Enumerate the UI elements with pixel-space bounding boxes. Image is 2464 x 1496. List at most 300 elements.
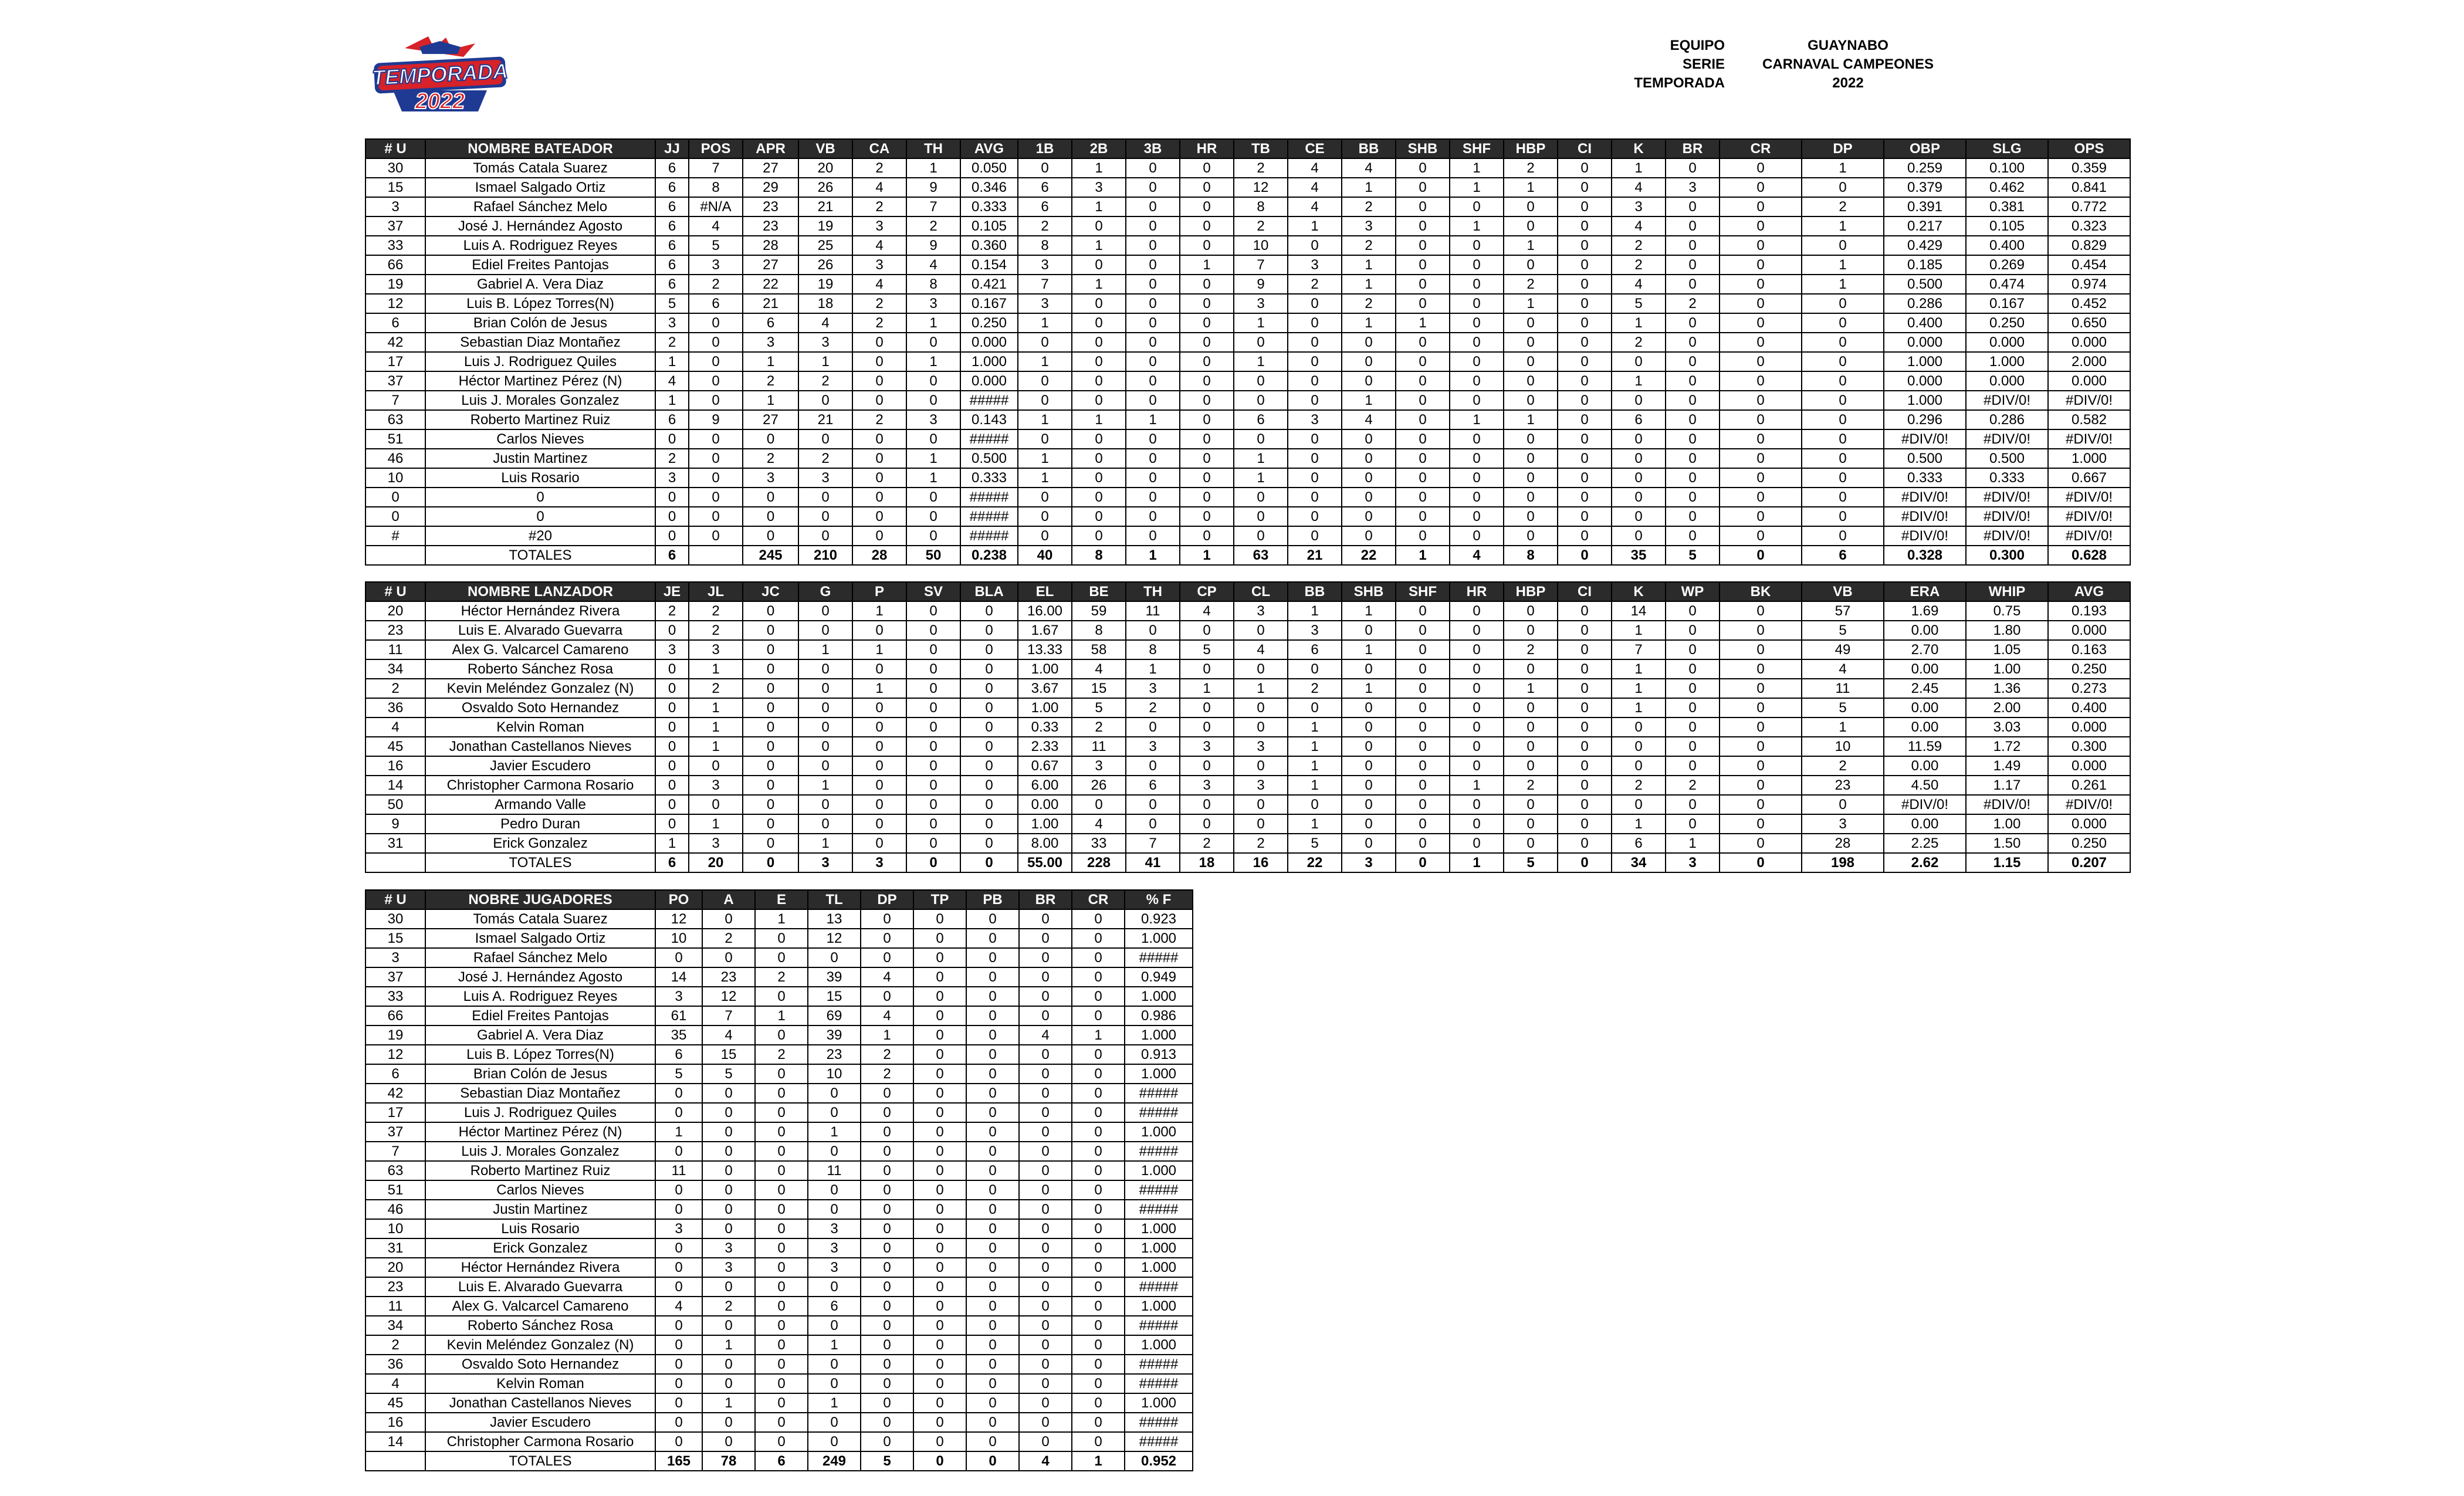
stat-cell: 1 bbox=[1342, 178, 1396, 197]
stat-cell: 0 bbox=[960, 621, 1018, 640]
stat-cell: 0 bbox=[852, 352, 906, 371]
stat-cell: 0 bbox=[861, 948, 913, 967]
stat-cell: 0 bbox=[1802, 178, 1884, 197]
stat-cell: 18 bbox=[798, 294, 852, 313]
table-row bbox=[365, 216, 2130, 236]
stat-cell: 0 bbox=[1450, 601, 1504, 621]
stat-cell: 31 bbox=[365, 1238, 425, 1258]
stat-cell: 3 bbox=[655, 313, 689, 333]
stat-cell: 3 bbox=[365, 197, 425, 216]
stat-cell: 1 bbox=[1180, 679, 1234, 698]
stat-cell: 0 bbox=[1126, 275, 1180, 294]
stat-cell: 4 bbox=[365, 1374, 425, 1393]
stat-cell: 0 bbox=[861, 1393, 913, 1413]
table-row bbox=[365, 1219, 1193, 1238]
table-row bbox=[365, 756, 2130, 776]
stat-cell: 0 bbox=[913, 1258, 966, 1277]
stat-cell: 0 bbox=[798, 391, 852, 410]
player-name: Jonathan Castellanos Nieves bbox=[425, 737, 655, 756]
stat-cell: 0 bbox=[913, 1180, 966, 1200]
stat-cell: 0 bbox=[755, 1238, 808, 1258]
stat-cell: 0 bbox=[913, 1200, 966, 1219]
stat-cell: 9 bbox=[1234, 275, 1288, 294]
stat-cell: 1.00 bbox=[1018, 814, 1072, 834]
stat-cell: 0 bbox=[1018, 391, 1072, 410]
stat-cell: 58 bbox=[1072, 640, 1126, 659]
stat-cell: 0.000 bbox=[2048, 814, 2130, 834]
stat-cell: 0.105 bbox=[1966, 216, 2048, 236]
stat-cell: 0 bbox=[960, 679, 1018, 698]
stat-cell: 0 bbox=[1072, 526, 1126, 546]
stat-cell: 0 bbox=[1720, 178, 1802, 197]
stat-cell: 0 bbox=[1558, 526, 1612, 546]
total-cell: 63 bbox=[1234, 546, 1288, 565]
stat-cell: 0 bbox=[1019, 1355, 1072, 1374]
stat-cell: 0 bbox=[861, 1297, 913, 1316]
stat-cell: 0 bbox=[1720, 429, 1802, 449]
player-name: Sebastian Diaz Montañez bbox=[425, 1084, 655, 1103]
info-temporada bbox=[1596, 75, 1959, 94]
stat-cell: 0 bbox=[743, 717, 798, 737]
stat-cell: 0 bbox=[808, 1374, 861, 1393]
stat-cell: 22 bbox=[743, 275, 798, 294]
stat-cell: 51 bbox=[365, 1180, 425, 1200]
stat-cell: 1.000 bbox=[2048, 449, 2130, 468]
stat-cell: 0 bbox=[913, 1084, 966, 1103]
table-row bbox=[365, 948, 1193, 967]
stat-cell: 3 bbox=[1180, 737, 1234, 756]
total-cell: 0.238 bbox=[960, 546, 1018, 565]
stat-cell: 0 bbox=[1558, 197, 1612, 216]
stat-cell: 3 bbox=[1234, 601, 1288, 621]
table-row bbox=[365, 1025, 1193, 1045]
column-header-avg: AVG bbox=[960, 139, 1018, 158]
totals-label: TOTALES bbox=[425, 1451, 655, 1471]
stat-cell: 1 bbox=[689, 698, 743, 717]
total-cell: 78 bbox=[702, 1451, 755, 1471]
stat-cell: 0 bbox=[1072, 987, 1125, 1006]
stat-cell: 0 bbox=[1288, 371, 1342, 391]
stat-cell: 0 bbox=[1342, 621, 1396, 640]
player-name: Roberto Martinez Ruiz bbox=[425, 1161, 655, 1180]
stat-cell: 0 bbox=[966, 1122, 1019, 1142]
stat-cell: 0 bbox=[1342, 659, 1396, 679]
total-cell: 0 bbox=[966, 1451, 1019, 1471]
stat-cell: 0 bbox=[702, 948, 755, 967]
stat-cell: 0 bbox=[966, 1103, 1019, 1122]
stat-cell: 0 bbox=[1072, 507, 1126, 526]
stat-cell: 34 bbox=[365, 1316, 425, 1335]
stat-cell: 0.185 bbox=[1884, 255, 1966, 275]
stat-cell: 1 bbox=[1612, 814, 1666, 834]
stat-cell: 0 bbox=[655, 795, 689, 814]
stat-cell: 0 bbox=[755, 1122, 808, 1142]
stat-cell: 5 bbox=[655, 1064, 702, 1084]
stat-cell: 0 bbox=[906, 737, 960, 756]
stat-cell: #DIV/0! bbox=[1966, 526, 2048, 546]
stat-cell: 0 bbox=[966, 948, 1019, 967]
stat-cell: 0.167 bbox=[1966, 294, 2048, 313]
total-cell: 0 bbox=[1396, 853, 1450, 872]
stat-cell: 0 bbox=[1720, 158, 1802, 178]
column-header-hbp: HBP bbox=[1504, 139, 1558, 158]
stat-cell: 0.296 bbox=[1884, 410, 1966, 429]
player-name: Armando Valle bbox=[425, 795, 655, 814]
stat-cell: 3 bbox=[852, 255, 906, 275]
stat-cell: 0 bbox=[702, 1277, 755, 1297]
stat-cell: 34 bbox=[365, 659, 425, 679]
stat-cell: 6.00 bbox=[1018, 776, 1072, 795]
total-cell: 3 bbox=[852, 853, 906, 872]
column-header-pb: PB bbox=[966, 890, 1019, 909]
stat-cell: 0 bbox=[906, 814, 960, 834]
logo-graphic bbox=[370, 31, 510, 116]
stat-cell: 0 bbox=[1450, 313, 1504, 333]
stat-cell: 0 bbox=[852, 698, 906, 717]
stat-cell: 0 bbox=[1288, 391, 1342, 410]
stat-cell: 33 bbox=[365, 236, 425, 255]
stat-cell: 11 bbox=[1802, 679, 1884, 698]
stat-cell: 0 bbox=[755, 1142, 808, 1161]
player-name: Brian Colón de Jesus bbox=[425, 313, 655, 333]
stat-cell: 4 bbox=[1342, 158, 1396, 178]
stat-cell: 0 bbox=[755, 1335, 808, 1355]
stat-cell: 0 bbox=[1180, 756, 1234, 776]
stat-cell: 3 bbox=[655, 640, 689, 659]
stat-cell: 0 bbox=[1180, 698, 1234, 717]
stat-cell: 0 bbox=[1126, 621, 1180, 640]
table-row bbox=[365, 371, 2130, 391]
stat-cell: 0.000 bbox=[960, 333, 1018, 352]
player-name: Héctor Hernández Rivera bbox=[425, 1258, 655, 1277]
stat-cell: 0 bbox=[1396, 737, 1450, 756]
stat-cell: 0 bbox=[1234, 526, 1288, 546]
stat-cell: 0 bbox=[913, 1103, 966, 1122]
stat-cell: 0 bbox=[798, 756, 852, 776]
stat-cell: 0 bbox=[960, 795, 1018, 814]
column-header-ops: OPS bbox=[2048, 139, 2130, 158]
stat-cell: 0 bbox=[1504, 429, 1558, 449]
stat-cell: 1 bbox=[1802, 158, 1884, 178]
stat-cell: 2 bbox=[365, 679, 425, 698]
stat-cell: 11 bbox=[808, 1161, 861, 1180]
stat-cell: 0 bbox=[1396, 255, 1450, 275]
stat-cell: 0 bbox=[913, 987, 966, 1006]
stat-cell: 1 bbox=[1018, 468, 1072, 488]
stat-cell: 0 bbox=[1072, 1413, 1125, 1432]
stat-cell: 63 bbox=[365, 1161, 425, 1180]
stat-cell: 12 bbox=[365, 1045, 425, 1064]
stat-cell: 0 bbox=[702, 1122, 755, 1142]
stat-cell: 0 bbox=[808, 1413, 861, 1432]
stat-cell: 0 bbox=[1126, 391, 1180, 410]
stat-cell: 0 bbox=[755, 1297, 808, 1316]
total-cell: 6 bbox=[755, 1451, 808, 1471]
stat-cell: 0.841 bbox=[2048, 178, 2130, 197]
stat-cell: 0.167 bbox=[960, 294, 1018, 313]
stat-cell: 0 bbox=[1018, 371, 1072, 391]
stat-cell: 0.323 bbox=[2048, 216, 2130, 236]
player-name: Erick Gonzalez bbox=[425, 834, 655, 853]
stat-cell: 1.000 bbox=[1125, 1335, 1193, 1355]
stat-cell: 0 bbox=[1180, 717, 1234, 737]
stat-cell: 0 bbox=[743, 488, 798, 507]
stat-cell: 0 bbox=[1396, 158, 1450, 178]
stat-cell: 0 bbox=[1180, 449, 1234, 468]
stat-cell: 2 bbox=[689, 621, 743, 640]
stat-cell: 0 bbox=[655, 1393, 702, 1413]
column-header-nombre-bateador: NOMBRE BATEADOR bbox=[425, 139, 655, 158]
stat-cell: 5 bbox=[1802, 621, 1884, 640]
table-row bbox=[365, 967, 1193, 987]
stat-cell: 0 bbox=[1234, 621, 1288, 640]
stat-cell: 3 bbox=[1072, 178, 1126, 197]
stat-cell: #DIV/0! bbox=[1966, 507, 2048, 526]
column-header-bb: BB bbox=[1288, 582, 1342, 601]
stat-cell: 0 bbox=[1342, 756, 1396, 776]
stat-cell: 5 bbox=[689, 236, 743, 255]
stat-cell: 0 bbox=[1802, 507, 1884, 526]
stat-cell: 0 bbox=[1072, 216, 1126, 236]
stat-cell: 1 bbox=[1018, 313, 1072, 333]
stat-cell: 0 bbox=[1018, 158, 1072, 178]
total-cell: 41 bbox=[1126, 853, 1180, 872]
stat-cell: 1 bbox=[906, 313, 960, 333]
stat-cell: 0.400 bbox=[1884, 313, 1966, 333]
stat-cell: 4 bbox=[1072, 814, 1126, 834]
stat-cell: 6 bbox=[655, 197, 689, 216]
stat-cell: 30 bbox=[365, 909, 425, 929]
stat-cell: 2 bbox=[1504, 640, 1558, 659]
stat-cell: 0 bbox=[1072, 1316, 1125, 1335]
total-cell: 6 bbox=[1802, 546, 1884, 565]
stat-cell: 0 bbox=[852, 834, 906, 853]
column-header-nobre-jugadores: NOBRE JUGADORES bbox=[425, 890, 655, 909]
total-cell: 210 bbox=[798, 546, 852, 565]
stat-cell: 0 bbox=[808, 1103, 861, 1122]
stat-cell: 5 bbox=[1802, 698, 1884, 717]
stat-cell: 0 bbox=[906, 526, 960, 546]
table-row bbox=[365, 1277, 1193, 1297]
stat-cell: 0 bbox=[1612, 429, 1666, 449]
player-name: Tomás Catala Suarez bbox=[425, 909, 655, 929]
stat-cell: 1 bbox=[1612, 313, 1666, 333]
stat-cell: 21 bbox=[798, 410, 852, 429]
stat-cell: 0.00 bbox=[1018, 795, 1072, 814]
player-name: Roberto Martinez Ruiz bbox=[425, 410, 655, 429]
stat-cell: 0.359 bbox=[2048, 158, 2130, 178]
stat-cell: #DIV/0! bbox=[1966, 795, 2048, 814]
total-cell: 0 bbox=[913, 1451, 966, 1471]
stat-cell: 0.333 bbox=[960, 197, 1018, 216]
stat-cell: 10 bbox=[808, 1064, 861, 1084]
stat-cell: 0 bbox=[861, 1180, 913, 1200]
stat-cell: 0.974 bbox=[2048, 275, 2130, 294]
stat-cell: 0.33 bbox=[1018, 717, 1072, 737]
stat-cell: 0 bbox=[1234, 391, 1288, 410]
stat-cell: 0 bbox=[743, 834, 798, 853]
stat-cell: 0 bbox=[1504, 621, 1558, 640]
table-row bbox=[365, 717, 2130, 737]
player-name: Roberto Sánchez Rosa bbox=[425, 1316, 655, 1335]
stat-cell: 0.913 bbox=[1125, 1045, 1193, 1064]
stat-cell: 1.80 bbox=[1966, 621, 2048, 640]
column-header-3b: 3B bbox=[1126, 139, 1180, 158]
stat-cell: 6 bbox=[1126, 776, 1180, 795]
stat-cell: 0 bbox=[913, 967, 966, 987]
stat-cell: 0.261 bbox=[2048, 776, 2130, 795]
stat-cell: 0 bbox=[861, 1316, 913, 1335]
stat-cell: 0 bbox=[1558, 429, 1612, 449]
stat-cell: 12 bbox=[365, 294, 425, 313]
player-name: Pedro Duran bbox=[425, 814, 655, 834]
stat-cell: 1 bbox=[1072, 158, 1126, 178]
stat-cell: 0 bbox=[966, 1064, 1019, 1084]
stat-cell: 8.00 bbox=[1018, 834, 1072, 853]
stat-cell: 7 bbox=[365, 391, 425, 410]
stat-cell: 0 bbox=[1558, 756, 1612, 776]
stat-cell: 0 bbox=[1180, 371, 1234, 391]
total-cell: 249 bbox=[808, 1451, 861, 1471]
stat-cell: 0.333 bbox=[1884, 468, 1966, 488]
stat-cell: 0 bbox=[743, 776, 798, 795]
stat-cell: 0 bbox=[1396, 216, 1450, 236]
table-row bbox=[365, 255, 2130, 275]
stat-cell: 0 bbox=[655, 1142, 702, 1161]
stat-cell: 0 bbox=[1396, 429, 1450, 449]
stat-cell: 69 bbox=[808, 1006, 861, 1025]
stat-cell: 2.25 bbox=[1884, 834, 1966, 853]
stat-cell: 1 bbox=[1072, 236, 1126, 255]
stat-cell: #DIV/0! bbox=[1884, 507, 1966, 526]
stat-cell: 0 bbox=[1720, 255, 1802, 275]
stat-cell: 0 bbox=[808, 1180, 861, 1200]
stat-cell: 2 bbox=[689, 679, 743, 698]
stat-cell: 0 bbox=[798, 737, 852, 756]
table-row bbox=[365, 1103, 1193, 1122]
stat-cell: 46 bbox=[365, 1200, 425, 1219]
stat-cell: 2 bbox=[852, 294, 906, 313]
total-cell: 5 bbox=[1666, 546, 1720, 565]
stat-cell: 4 bbox=[1072, 659, 1126, 679]
stat-cell: 6 bbox=[365, 313, 425, 333]
stat-cell: 0 bbox=[1666, 698, 1720, 717]
stat-cell: 0 bbox=[1396, 294, 1450, 313]
stat-cell: 1.000 bbox=[960, 352, 1018, 371]
stat-cell: 13.33 bbox=[1018, 640, 1072, 659]
stat-cell: 0.400 bbox=[1966, 236, 2048, 255]
stat-cell: 0 bbox=[1018, 507, 1072, 526]
stat-cell: 0 bbox=[1234, 488, 1288, 507]
stat-cell: 0 bbox=[755, 1200, 808, 1219]
player-name: Kevin Meléndez Gonzalez (N) bbox=[425, 679, 655, 698]
stat-cell: 2 bbox=[655, 333, 689, 352]
stat-cell: 0 bbox=[1072, 1219, 1125, 1238]
stat-cell: 0.500 bbox=[1884, 275, 1966, 294]
stat-cell: 0 bbox=[1072, 1374, 1125, 1393]
stat-cell: 6 bbox=[655, 158, 689, 178]
stat-cell: 0 bbox=[1720, 795, 1802, 814]
stat-cell: 4 bbox=[852, 275, 906, 294]
stat-cell: 0 bbox=[1180, 410, 1234, 429]
stat-cell: 0 bbox=[861, 1258, 913, 1277]
stat-cell: 3.03 bbox=[1966, 717, 2048, 737]
stat-cell: 0 bbox=[1720, 449, 1802, 468]
stat-cell: 4 bbox=[861, 1006, 913, 1025]
stat-cell: 2 bbox=[1612, 255, 1666, 275]
stat-cell: 0 bbox=[966, 1200, 1019, 1219]
stat-cell: ##### bbox=[1125, 1355, 1193, 1374]
stat-cell: 0 bbox=[1342, 795, 1396, 814]
stat-cell: 37 bbox=[365, 216, 425, 236]
stat-cell: 1 bbox=[808, 1122, 861, 1142]
player-name: 0 bbox=[425, 488, 655, 507]
stat-cell: 6 bbox=[1612, 410, 1666, 429]
stat-cell: 0 bbox=[1450, 275, 1504, 294]
column-header-hr: HR bbox=[1450, 582, 1504, 601]
stat-cell: 0.67 bbox=[1018, 756, 1072, 776]
total-cell: 1 bbox=[1126, 546, 1180, 565]
stat-cell: 0 bbox=[1072, 371, 1126, 391]
stat-cell: 2 bbox=[689, 275, 743, 294]
stat-cell: 0 bbox=[913, 1374, 966, 1393]
stat-cell: 0 bbox=[852, 371, 906, 391]
player-name: Ediel Freites Pantojas bbox=[425, 255, 655, 275]
stat-cell: 0 bbox=[1018, 526, 1072, 546]
stat-cell: 0 bbox=[1126, 429, 1180, 449]
stat-cell: 0.300 bbox=[2048, 737, 2130, 756]
total-cell: 22 bbox=[1342, 546, 1396, 565]
table-row bbox=[365, 488, 2130, 507]
stat-cell: 0 bbox=[755, 1064, 808, 1084]
stat-cell: ##### bbox=[960, 429, 1018, 449]
stat-cell: 0 bbox=[906, 834, 960, 853]
stat-cell: 0 bbox=[1720, 776, 1802, 795]
stat-cell: 0 bbox=[1720, 468, 1802, 488]
stat-cell: 1 bbox=[1450, 158, 1504, 178]
stat-cell: 16 bbox=[365, 1413, 425, 1432]
stat-cell: 0 bbox=[1558, 468, 1612, 488]
stat-cell: 26 bbox=[798, 178, 852, 197]
stat-cell: 0 bbox=[743, 756, 798, 776]
stat-cell: 0 bbox=[1288, 507, 1342, 526]
stat-cell: 23 bbox=[743, 216, 798, 236]
stat-cell: 0.154 bbox=[960, 255, 1018, 275]
stat-cell: 2.45 bbox=[1884, 679, 1966, 698]
stat-cell: 0 bbox=[1558, 698, 1612, 717]
stat-cell: 1 bbox=[1018, 410, 1072, 429]
stat-cell: 0 bbox=[1450, 391, 1504, 410]
stat-cell: 1 bbox=[906, 449, 960, 468]
stat-cell: 0 bbox=[1802, 410, 1884, 429]
stat-cell: 0 bbox=[966, 1238, 1019, 1258]
stat-cell: 6 bbox=[1018, 197, 1072, 216]
stat-cell: 0 bbox=[861, 1142, 913, 1161]
player-name: Luis E. Alvarado Guevarra bbox=[425, 1277, 655, 1297]
player-name: Kevin Meléndez Gonzalez (N) bbox=[425, 1335, 655, 1355]
stat-cell: 1 bbox=[1666, 834, 1720, 853]
stat-cell: 9 bbox=[906, 236, 960, 255]
stat-cell: 6 bbox=[655, 275, 689, 294]
stat-cell: 0 bbox=[1126, 294, 1180, 313]
stat-cell: 0 bbox=[861, 1277, 913, 1297]
stat-cell: ##### bbox=[1125, 948, 1193, 967]
stat-cell: 1 bbox=[655, 352, 689, 371]
stat-cell: 23 bbox=[702, 967, 755, 987]
stat-cell: # bbox=[365, 526, 425, 546]
stat-cell: 0 bbox=[1720, 352, 1802, 371]
table-row bbox=[365, 640, 2130, 659]
